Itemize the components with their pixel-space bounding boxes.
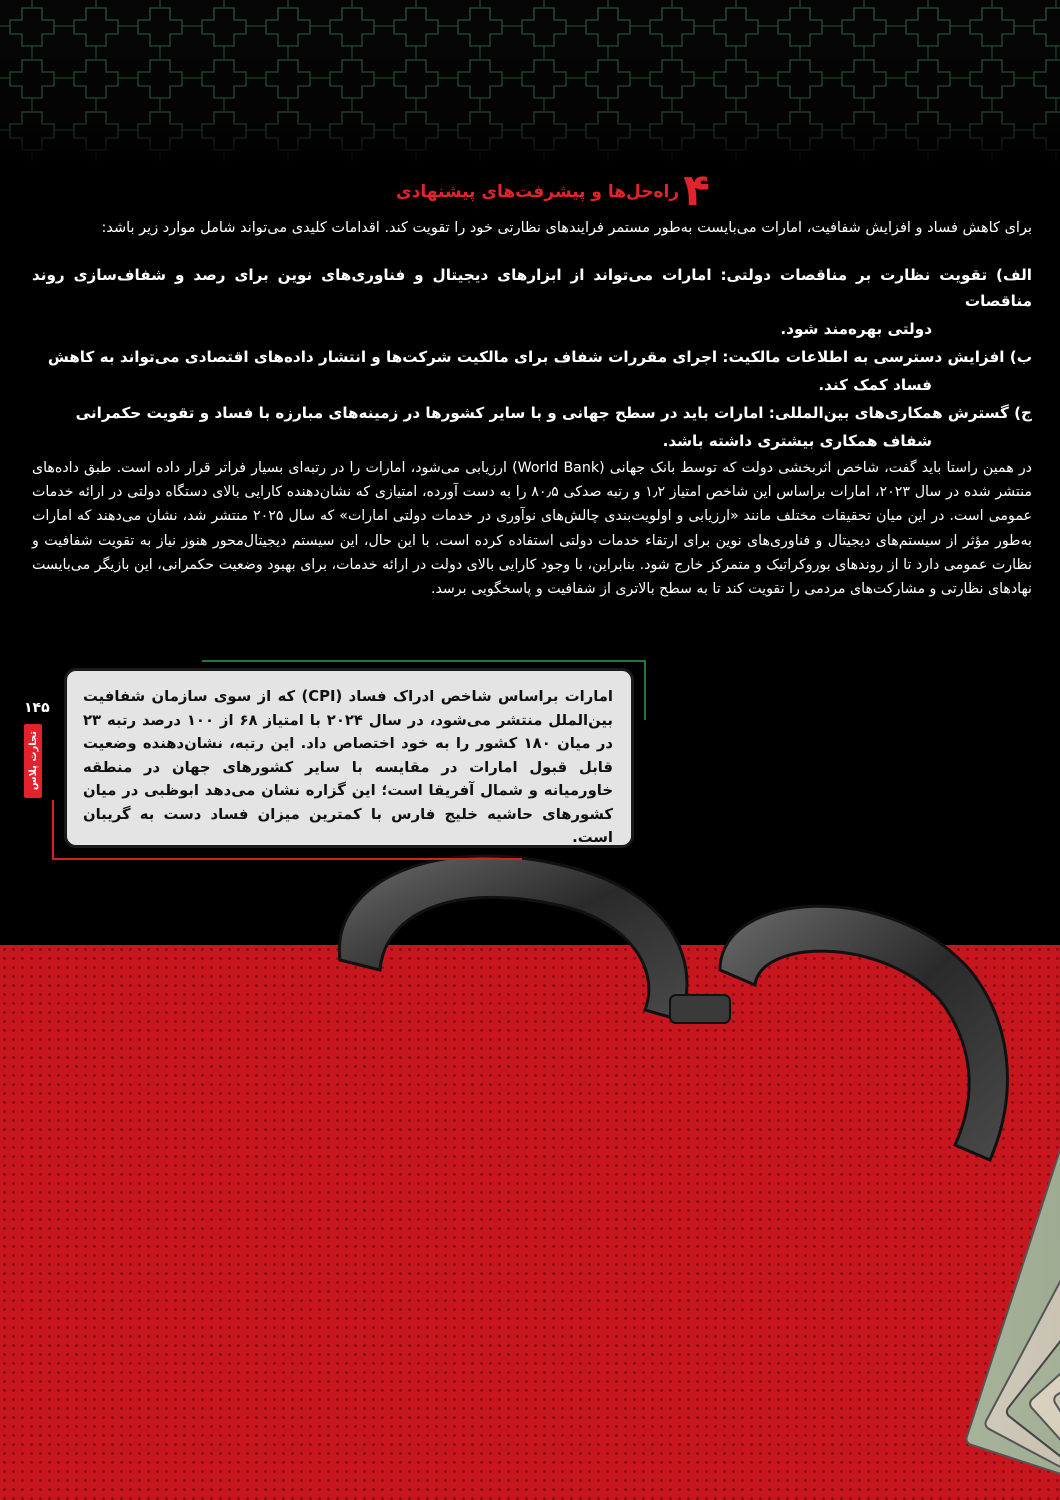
list-item-continuation: شفاف همکاری بیشتری داشته باشد. bbox=[662, 432, 932, 450]
list-item: ب) افزایش دسترسی به اطلاعات مالکیت: اجرای مقررات شفاف برای مالکیت شرکت‌ها و انتشار داده‌های اقتصادی می‌تواند به کاهش bbox=[47, 348, 1032, 366]
section-heading bbox=[370, 165, 710, 216]
section-title: راه‌حل‌ها و پیشرفت‌های پیشنهادی bbox=[396, 182, 680, 202]
page-number: ۱۴۵ bbox=[24, 700, 50, 716]
section-number: ۴ bbox=[683, 165, 710, 216]
list-item-continuation: فساد کمک کند. bbox=[818, 376, 932, 394]
callout-text: امارات براساس شاخص ادراک فساد (CPI) که از سوی سازمان شفافیت بین‌الملل منتشر می‌شود، در سال ۲۰۲۴ با امتیاز ۶۸ از ۱۰۰ درصد رتبه ۲۳ در میان ۱۸۰ کشور را به خود اختصاص داد. این رتبه، نشان‌دهنده وضعیت قابل قبول امارات در مقایسه با سایر کشورهای جهان در منطقه خاورمیانه و شمال آفریقا است؛ این گزاره نشان می‌دهد ابوظبی در میان کشورهای حاشیه خلیج فارس با کمترین میزان فساد دست به گریبان است. bbox=[83, 688, 613, 846]
body-paragraph bbox=[32, 456, 1032, 601]
intro-paragraph: برای کاهش فساد و افزایش شفافیت، امارات می‌بایست به‌طور مستمر فرایندهای نظارتی خود را تقویت کند. اقدامات کلیدی می‌تواند شامل موارد زیر باشد: bbox=[101, 220, 1032, 236]
body-text: در همین راستا باید گفت، شاخص اثربخشی دولت که توسط بانک جهانی (World Bank) ارزیابی می‌شود، امارات را در رتبه‌ای بسیار فراتر قرار داده است. طبق داده‌های منتشر شده در سال ۲۰۲۳، امارات براساس این شاخص امتیاز ۱٫۲ و رتبه صدکی ۸۰٫۵ را به دست آورده، امتیازی که نشان‌دهنده کارایی بالای دستگاه دولتی در ارائه خدمات عمومی است. در این میان تحقیقات مختلف مانند «ارزیابی و اولویت‌بندی چالش‌های نوآوری در خدمات دولتی امارات» که سال ۲۰۲۵ منتشر شد، نشان می‌دهند که امارات به‌طور مؤثر از سیستم‌های دیجیتال و فناوری‌های نوین برای ارتقاء خدمات دولتی استفاده کرده است. با این حال، این سیستم دیجیتال‌محور هنوز نیاز به تقویت شفافیت و نظارت عمومی دارد تا از روندهای بوروکراتیک و متمرکز خارج شود. بنابراین، با وجود کارایی بالای دولت در ارائه خدمات، برای بهبود وضعیت حکمرانی، این بازیگر می‌بایست نهادهای نظارتی و مشارکت‌های مردمی را تقویت کند تا به سطح بالاتری از شفافیت و پاسخگویی برسد. bbox=[32, 460, 1033, 598]
list-item: الف) تقویت نظارت بر مناقصات دولتی: امارات می‌تواند از ابزارهای دیجیتال و فناوری‌های نوین برای رصد و شفاف‌سازی روند مناقصات bbox=[32, 266, 1032, 310]
header-pattern bbox=[0, 0, 1060, 165]
cpi-callout bbox=[52, 660, 646, 860]
cross-pattern-graphic bbox=[0, 0, 1060, 165]
recommendation-list bbox=[32, 262, 1032, 456]
callout-box bbox=[64, 668, 634, 848]
list-item: ج) گسترش همکاری‌های بین‌المللی: امارات باید در سطح جهانی و با سایر کشورها در زمینه‌های مبارزه با فساد و تقویت حکمرانی bbox=[75, 404, 1032, 422]
brand-logo bbox=[24, 724, 42, 798]
list-item-continuation: دولتی بهره‌مند شود. bbox=[780, 320, 932, 338]
brand-label: تجارت پلاس bbox=[27, 731, 39, 791]
